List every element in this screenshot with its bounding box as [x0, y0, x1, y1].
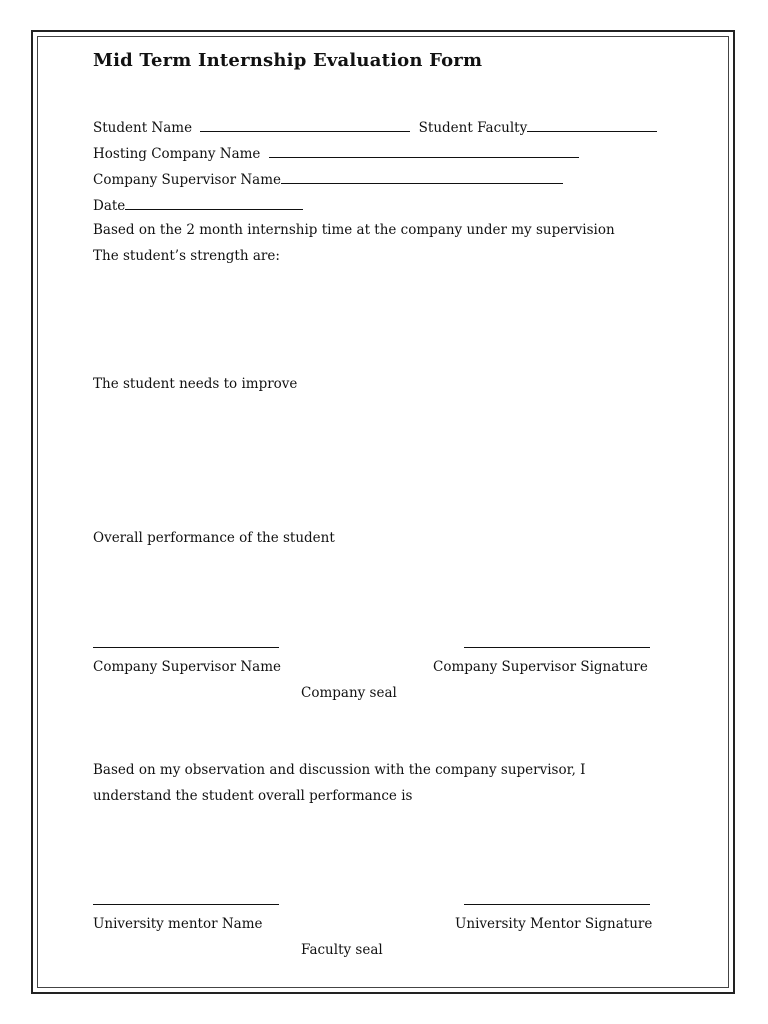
observation-line-1: Based on my observation and discussion with the company supervisor, I	[93, 762, 586, 778]
overall-label: Overall performance of the student	[93, 530, 335, 546]
improve-label: The student needs to improve	[93, 376, 298, 392]
student-name-field[interactable]	[200, 119, 410, 132]
student-name-label: Student Name	[93, 120, 193, 136]
company-supervisor-signature-line[interactable]	[464, 647, 650, 648]
hosting-company-field[interactable]	[269, 145, 579, 158]
university-mentor-signature-caption: University Mentor Signature	[455, 916, 653, 932]
observation-line-2: understand the student overall performance is	[93, 788, 413, 804]
date-label: Date	[93, 198, 126, 214]
company-supervisor-signature-caption: Company Supervisor Signature	[433, 659, 648, 675]
student-row	[93, 119, 657, 136]
student-faculty-field[interactable]	[527, 119, 657, 132]
company-seal-caption: Company seal	[301, 685, 397, 701]
company-supervisor-row	[93, 171, 563, 188]
university-mentor-signature-line[interactable]	[464, 904, 650, 905]
hosting-company-label: Hosting Company Name	[93, 146, 261, 162]
hosting-company-row	[93, 145, 579, 162]
company-supervisor-label: Company Supervisor Name	[93, 172, 281, 188]
strength-label: The student’s strength are:	[93, 248, 280, 264]
company-supervisor-name-caption: Company Supervisor Name	[93, 659, 281, 675]
form-title: Mid Term Internship Evaluation Form	[93, 50, 483, 71]
university-mentor-name-line[interactable]	[93, 904, 279, 905]
student-faculty-label: Student Faculty	[418, 120, 528, 136]
company-supervisor-name-line[interactable]	[93, 647, 279, 648]
date-field[interactable]	[125, 197, 303, 210]
company-supervisor-field[interactable]	[281, 171, 563, 184]
university-mentor-name-caption: University mentor Name	[93, 916, 263, 932]
faculty-seal-caption: Faculty seal	[301, 942, 383, 958]
intro-line: Based on the 2 month internship time at the company under my supervision	[93, 222, 615, 238]
date-row	[93, 197, 303, 214]
